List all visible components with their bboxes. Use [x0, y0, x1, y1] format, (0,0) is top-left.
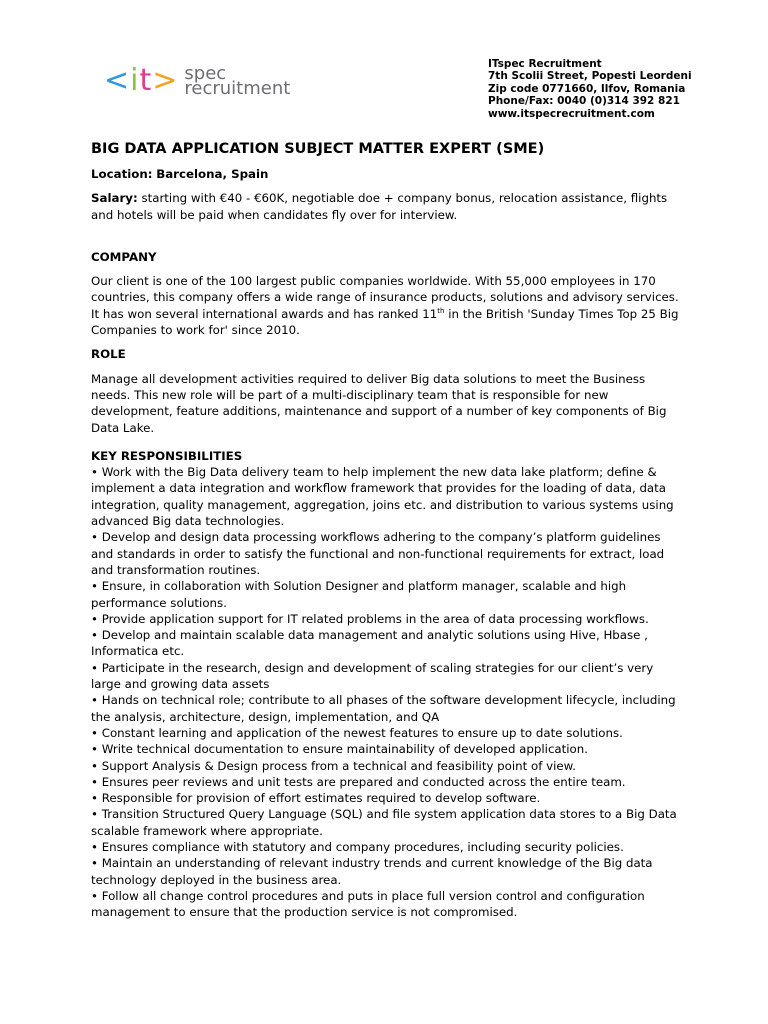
- responsibility-item: • Ensures peer reviews and unit tests are prepared and conducted across the entire team.: [91, 774, 681, 790]
- responsibilities-heading: KEY RESPONSIBILITIES: [91, 448, 243, 463]
- responsibility-item: • Ensures compliance with statutory and company procedures, including security policies.: [91, 839, 681, 855]
- responsibility-item: • Provide application support for IT related problems in the area of data processing workflows.: [91, 611, 681, 627]
- job-description: [91, 140, 681, 920]
- responsibility-item: • Ensure, in collaboration with Solution Designer and platform manager, scalable and high performance solutions.: [91, 578, 681, 611]
- location-label: Location:: [91, 167, 153, 181]
- salary-label: Salary:: [91, 191, 138, 206]
- responsibilities-list: [91, 464, 681, 920]
- salary-line: [91, 190, 681, 223]
- logo-letter-t: t: [139, 63, 153, 98]
- responsibility-item: • Support Analysis & Design process from a technical and feasibility point of view.: [91, 758, 681, 774]
- job-title: BIG DATA APPLICATION SUBJECT MATTER EXPERT (SME): [91, 141, 545, 157]
- responsibility-item: • Hands on technical role; contribute to all phases of the software development lifecycle, including the analysis, architecture, design, implementation, and QA: [91, 692, 681, 725]
- responsibility-item: • Responsible for provision of effort estimates required to develop software.: [91, 790, 681, 806]
- responsibility-item: • Constant learning and application of the newest features to ensure up to date solutions.: [91, 725, 681, 741]
- responsibility-item: • Work with the Big Data delivery team to help implement the new data lake platform; define & implement a data integration and workflow framework that provides for the loading of data, data integration, quality management, aggregation, joins etc. and distribution to various systems using advanced Big data technologies.: [91, 464, 681, 529]
- company-text-end: in the British 'Sunday Times Top 25 Big Companies to work for' since 2010.: [91, 306, 679, 338]
- role-paragraph: Manage all development activities required to deliver Big data solutions to meet the Business needs. This new role will be part of a multi-disciplinary team that is responsible for new development, feature additions, maintenance and support of a number of key components of Big Data Lake.: [91, 371, 667, 435]
- logo-wordmark: [184, 63, 291, 99]
- responsibility-item: • Maintain an understanding of relevant industry trends and current knowledge of the Big data technology deployed in the business area.: [91, 855, 681, 888]
- logo-mark: [104, 63, 179, 98]
- address-street: 7th Scolii Street, Popesti Leordeni: [488, 70, 692, 83]
- responsibility-item: • Develop and maintain scalable data management and analytic solutions using Hive, Hbase , Informatica etc.: [91, 627, 681, 660]
- company-paragraph: [91, 273, 681, 338]
- logo-bracket-right: >: [152, 63, 179, 98]
- address-zip: Zip code 0771660, Ilfov, Romania: [488, 82, 686, 95]
- salary-text: starting with €40 - €60K, negotiable doe + company bonus, relocation assistance, flights and hotels will be paid when candidates fly over for interview.: [91, 191, 668, 222]
- company-logo: [104, 63, 291, 99]
- responsibility-item: • Participate in the research, design and development of scaling strategies for our client’s very large and growing data assets: [91, 660, 681, 693]
- responsibility-item: • Follow all change control procedures and puts in place full version control and configuration management to ensure that the production service is not compromised.: [91, 888, 681, 921]
- address-website[interactable]: www.itspecrecruitment.com: [488, 107, 655, 120]
- role-heading: ROLE: [91, 347, 126, 362]
- logo-bracket-left: <: [104, 63, 131, 98]
- responsibility-item: • Write technical documentation to ensure maintainability of developed application.: [91, 741, 681, 757]
- company-text-superscript: th: [437, 306, 445, 315]
- company-text-main: Our client is one of the 100 largest public companies worldwide. With 55,000 employees in 170 countries, this company offers a wide range of insurance products, solutions and advisory services. It has won several international awards and has ranked 11: [91, 274, 679, 321]
- address-phone: Phone/Fax: 0040 (0)314 392 821: [488, 95, 680, 108]
- logo-word-spec: spec: [184, 63, 227, 84]
- company-address: [488, 58, 692, 120]
- logo-letter-i: i: [130, 63, 140, 98]
- company-heading: COMPANY: [91, 249, 157, 264]
- location-value: Barcelona, Spain: [156, 167, 269, 181]
- logo-word-recruitment: recruitment: [184, 78, 291, 99]
- responsibility-item: • Transition Structured Query Language (SQL) and file system application data stores to a Big Data scalable framework where appropriate.: [91, 806, 681, 839]
- location-line: [91, 166, 681, 182]
- address-company-name: ITspec Recruitment: [488, 58, 602, 70]
- responsibility-item: • Develop and design data processing workflows adhering to the company’s platform guidelines and standards in order to satisfy the functional and non-functional requirements for extract, load and transformation routines.: [91, 529, 681, 578]
